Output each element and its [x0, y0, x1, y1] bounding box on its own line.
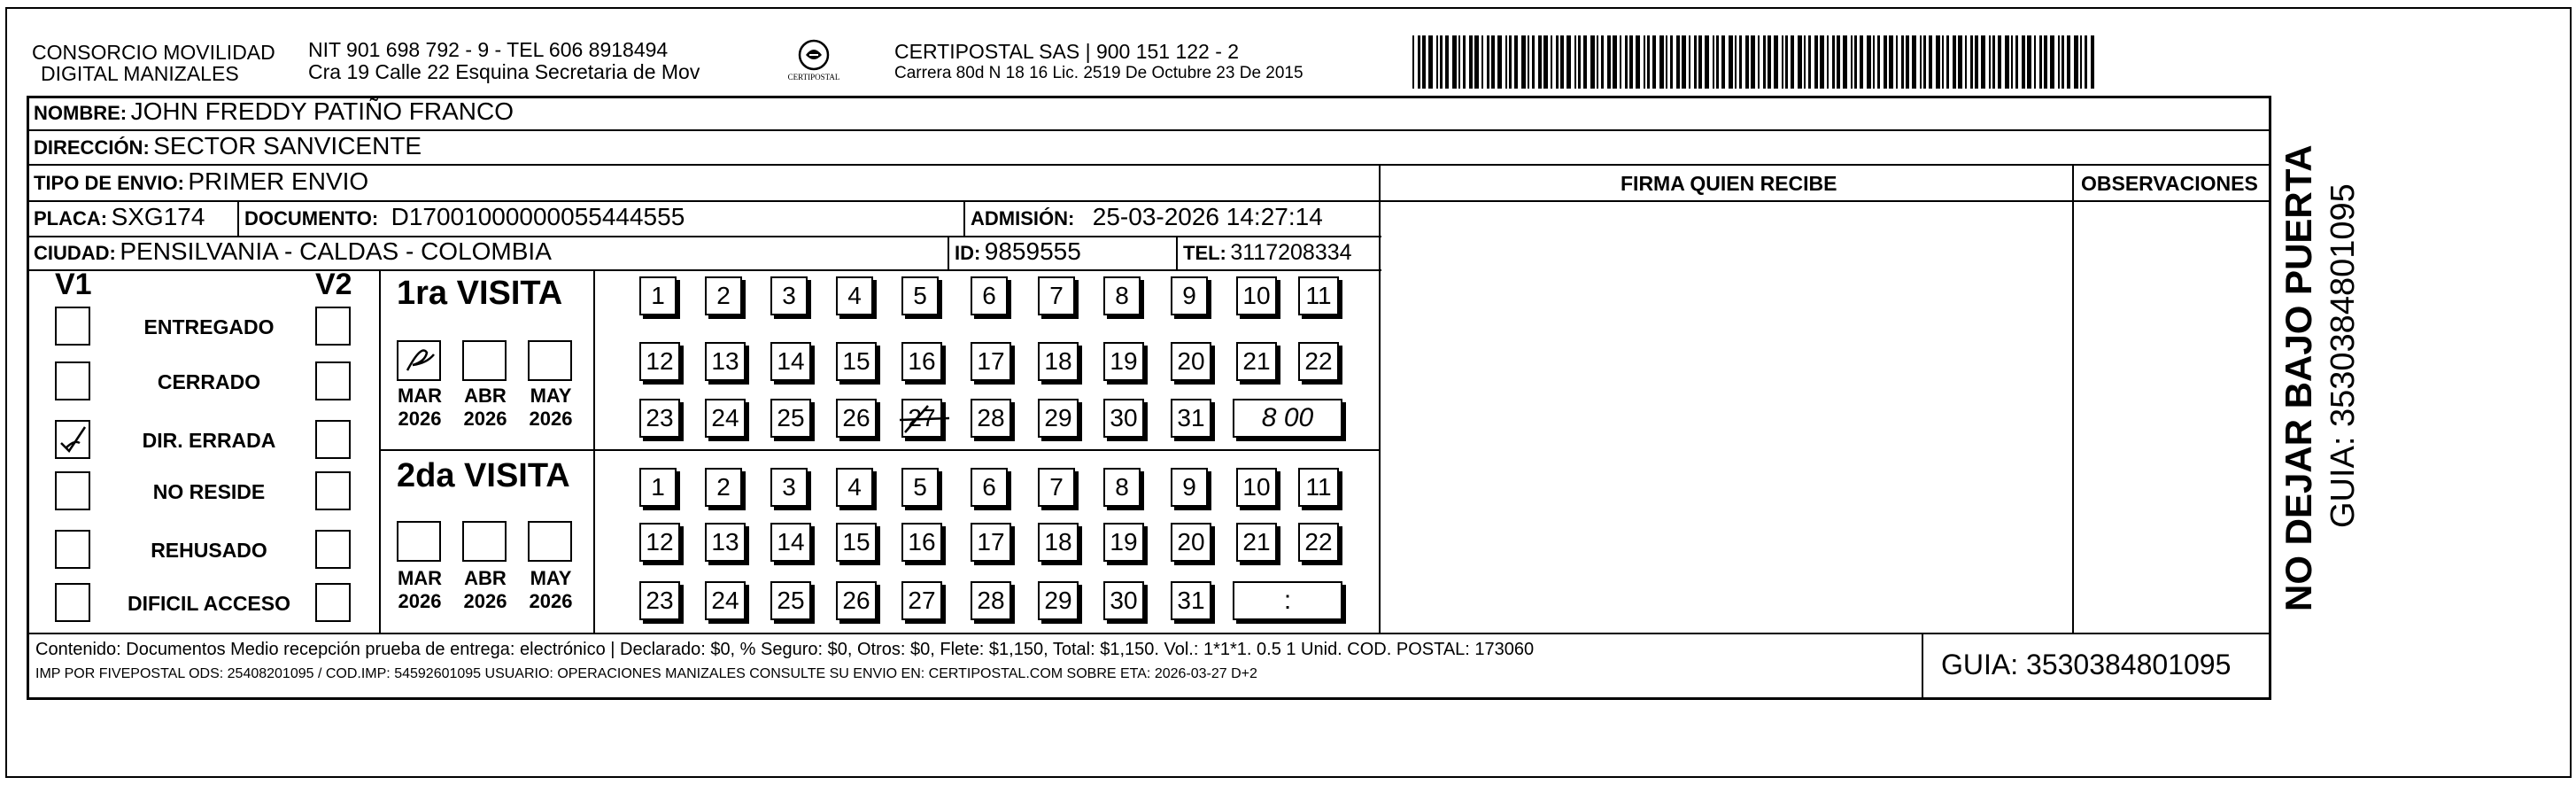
day-box[interactable]: 28 [971, 399, 1011, 438]
day-box[interactable]: 27 [901, 581, 942, 620]
id-value: 9859555 [984, 237, 1081, 265]
documento-value: D17001000000055444555 [391, 203, 685, 230]
day-box[interactable]: 15 [836, 523, 877, 562]
month-label: ABR 2026 [463, 567, 507, 612]
day-box[interactable]: 2 [705, 468, 742, 507]
tipo-envio-row [34, 167, 368, 196]
month-checkbox[interactable] [528, 340, 572, 381]
side-guia: GUIA: 3530384801095 [2325, 183, 2362, 528]
day-box[interactable]: 30 [1103, 399, 1144, 438]
day-box[interactable]: 24 [705, 581, 746, 620]
month-checkbox[interactable] [397, 340, 441, 381]
day-box[interactable]: 8 [1103, 276, 1141, 315]
day-box[interactable]: 25 [770, 399, 811, 438]
day-box[interactable]: 2 [705, 276, 742, 315]
v2-checkbox[interactable] [315, 420, 351, 459]
day-box[interactable]: 15 [836, 342, 877, 381]
admision-value: 25-03-2026 14:27:14 [1092, 203, 1323, 230]
tipo-envio-value: PRIMER ENVIO [188, 167, 369, 195]
ciudad-value: PENSILVANIA - CALDAS - COLOMBIA [120, 237, 552, 265]
direccion-row [34, 132, 422, 160]
v1-checkbox[interactable] [55, 361, 90, 400]
second-visit-time[interactable]: : [1233, 581, 1342, 620]
ciudad-label: CIUDAD: [34, 242, 116, 264]
tel-row [1183, 240, 1352, 266]
status-label: ENTREGADO [143, 315, 275, 338]
nombre-row [34, 97, 514, 126]
carrier-address: Carrera 80d N 18 16 Lic. 2519 De Octubre 23 De 2015 [894, 64, 1303, 82]
month-label: MAR 2026 [397, 567, 443, 612]
month-label: ABR 2026 [463, 385, 507, 430]
month-checkbox[interactable] [462, 521, 507, 562]
day-box[interactable]: 24 [705, 399, 746, 438]
day-box[interactable]: 17 [971, 523, 1011, 562]
admision-label: ADMISIÓN: [971, 207, 1075, 229]
day-box[interactable]: 28 [971, 581, 1011, 620]
day-box[interactable]: 16 [901, 342, 942, 381]
day-box[interactable]: 31 [1171, 399, 1211, 438]
month-label: MAY 2026 [529, 385, 573, 430]
v1-header: V1 [55, 268, 92, 301]
first-visit-time[interactable]: 8 00 [1233, 399, 1342, 438]
v2-checkbox[interactable] [315, 471, 351, 510]
day-box[interactable]: 11 [1298, 276, 1339, 315]
carrier-name: CERTIPOSTAL SAS | 900 151 122 - 2 [894, 40, 1240, 63]
observaciones-header: OBSERVACIONES [2081, 172, 2258, 195]
day-box[interactable]: 23 [639, 399, 680, 438]
month-checkbox[interactable] [528, 521, 572, 562]
documento-label: DOCUMENTO: [244, 207, 379, 229]
tel-label: TEL: [1183, 242, 1226, 264]
direccion-value: SECTOR SANVICENTE [153, 132, 422, 159]
ciudad-row [34, 237, 552, 266]
v1-checkbox[interactable] [55, 471, 90, 510]
month-label: MAR 2026 [397, 385, 443, 430]
company-address: Cra 19 Calle 22 Esquina Secretaria de Mov [308, 60, 700, 83]
first-visit-title: 1ra VISITA [397, 275, 563, 312]
day-box[interactable]: 12 [639, 523, 680, 562]
day-box[interactable]: 6 [971, 468, 1008, 507]
v1-checkbox[interactable] [55, 307, 90, 346]
day-box[interactable]: 19 [1103, 342, 1144, 381]
v2-header: V2 [315, 268, 352, 301]
admision-row [971, 203, 1323, 231]
day-box[interactable]: 11 [1298, 468, 1339, 507]
day-box[interactable]: 26 [836, 399, 877, 438]
day-box[interactable]: 9 [1171, 468, 1208, 507]
day-box[interactable]: 4 [836, 468, 873, 507]
v1-checkbox[interactable] [55, 530, 90, 569]
status-label: CERRADO [157, 370, 261, 393]
v2-checkbox[interactable] [315, 583, 351, 622]
firma-header: FIRMA QUIEN RECIBE [1621, 172, 1837, 195]
status-label: REHUSADO [151, 539, 267, 562]
v1-checkbox[interactable] [55, 420, 90, 459]
status-label: DIFICIL ACCESO [127, 592, 290, 615]
day-box[interactable]: 20 [1171, 523, 1211, 562]
day-box[interactable]: 5 [901, 276, 939, 315]
placa-row [34, 203, 205, 231]
day-box[interactable]: 31 [1171, 581, 1211, 620]
company-name-line2: DIGITAL MANIZALES [41, 62, 239, 85]
day-box[interactable]: 22 [1298, 523, 1339, 562]
day-box[interactable]: 29 [1038, 581, 1079, 620]
day-box[interactable]: 1 [639, 468, 677, 507]
day-box[interactable]: 25 [770, 581, 811, 620]
status-label: NO RESIDE [152, 480, 266, 503]
day-box[interactable]: 18 [1038, 342, 1079, 381]
nombre-value: JOHN FREDDY PATIÑO FRANCO [130, 97, 514, 125]
footer-content-line: Contenido: Documentos Medio recepción prueba de entrega: electrónico | Declarado: $0, % Seguro: $0, Otros: $0, Flete: $1,150, Total: $1,150. Vol.: 1*1*1. 0.5 1 Unid. COD. POSTAL: 173060 [35, 640, 1535, 659]
day-box[interactable]: 1 [639, 276, 677, 315]
day-box[interactable]: 14 [770, 523, 811, 562]
direccion-label: DIRECCIÓN: [34, 136, 150, 159]
day-box[interactable]: 5 [901, 468, 939, 507]
v2-checkbox[interactable] [315, 307, 351, 346]
tipo-envio-label: TIPO DE ENVIO: [34, 172, 184, 194]
footer-guia: GUIA: 3530384801095 [1941, 649, 2232, 680]
day-box[interactable]: 19 [1103, 523, 1144, 562]
day-box[interactable]: 18 [1038, 523, 1079, 562]
v2-checkbox[interactable] [315, 361, 351, 400]
v2-checkbox[interactable] [315, 530, 351, 569]
company-name-line1: CONSORCIO MOVILIDAD [32, 41, 275, 64]
id-row [955, 237, 1081, 266]
day-box[interactable]: 7 [1038, 276, 1075, 315]
day-box[interactable]: 10 [1236, 468, 1277, 507]
month-checkbox[interactable] [462, 340, 507, 381]
day-box[interactable]: 21 [1236, 523, 1277, 562]
day-box[interactable]: 13 [705, 523, 746, 562]
status-label: DIR. ERRADA [142, 429, 276, 452]
day-box[interactable]: 10 [1236, 276, 1277, 315]
day-box[interactable]: 6 [971, 276, 1008, 315]
day-box[interactable]: 8 [1103, 468, 1141, 507]
id-label: ID: [955, 242, 981, 264]
nit-line: NIT 901 698 792 - 9 - TEL 606 8918494 [308, 38, 669, 61]
placa-value: SXG174 [111, 203, 205, 230]
day-box[interactable]: 3 [770, 276, 808, 315]
day-box[interactable]: 7 [1038, 468, 1075, 507]
day-box[interactable]: 22 [1298, 342, 1339, 381]
day-box[interactable]: 17 [971, 342, 1011, 381]
day-box[interactable]: 27 [901, 399, 942, 438]
no-dejar-bajo-puerta: NO DEJAR BAJO PUERTA [2278, 144, 2319, 611]
day-box[interactable]: 3 [770, 468, 808, 507]
month-checkbox[interactable] [397, 521, 441, 562]
day-box[interactable]: 20 [1171, 342, 1211, 381]
v1-checkbox[interactable] [55, 583, 90, 622]
day-box[interactable]: 4 [836, 276, 873, 315]
tel-value: 3117208334 [1230, 240, 1352, 265]
day-box[interactable]: 14 [770, 342, 811, 381]
nombre-label: NOMBRE: [34, 102, 128, 124]
day-box[interactable]: 12 [639, 342, 680, 381]
day-box[interactable]: 13 [705, 342, 746, 381]
day-box[interactable]: 30 [1103, 581, 1144, 620]
day-box[interactable]: 23 [639, 581, 680, 620]
documento-row [244, 203, 685, 231]
second-visit-title: 2da VISITA [397, 457, 570, 494]
day-box[interactable]: 29 [1038, 399, 1079, 438]
logo-text: CERTIPOSTAL [787, 73, 840, 82]
day-box[interactable]: 16 [901, 523, 942, 562]
day-box[interactable]: 26 [836, 581, 877, 620]
placa-label: PLACA: [34, 207, 108, 229]
day-box[interactable]: 9 [1171, 276, 1208, 315]
day-box[interactable]: 21 [1236, 342, 1277, 381]
month-label: MAY 2026 [529, 567, 573, 612]
footer-print-line: IMP POR FIVEPOSTAL ODS: 25408201095 / COD.IMP: 54592601095 USUARIO: OPERACIONES MANIZALES CONSULTE SU ENVIO EN: CERTIPOSTAL.COM SOBRE ETA: 2026-03-27 D+2 [35, 666, 1257, 681]
